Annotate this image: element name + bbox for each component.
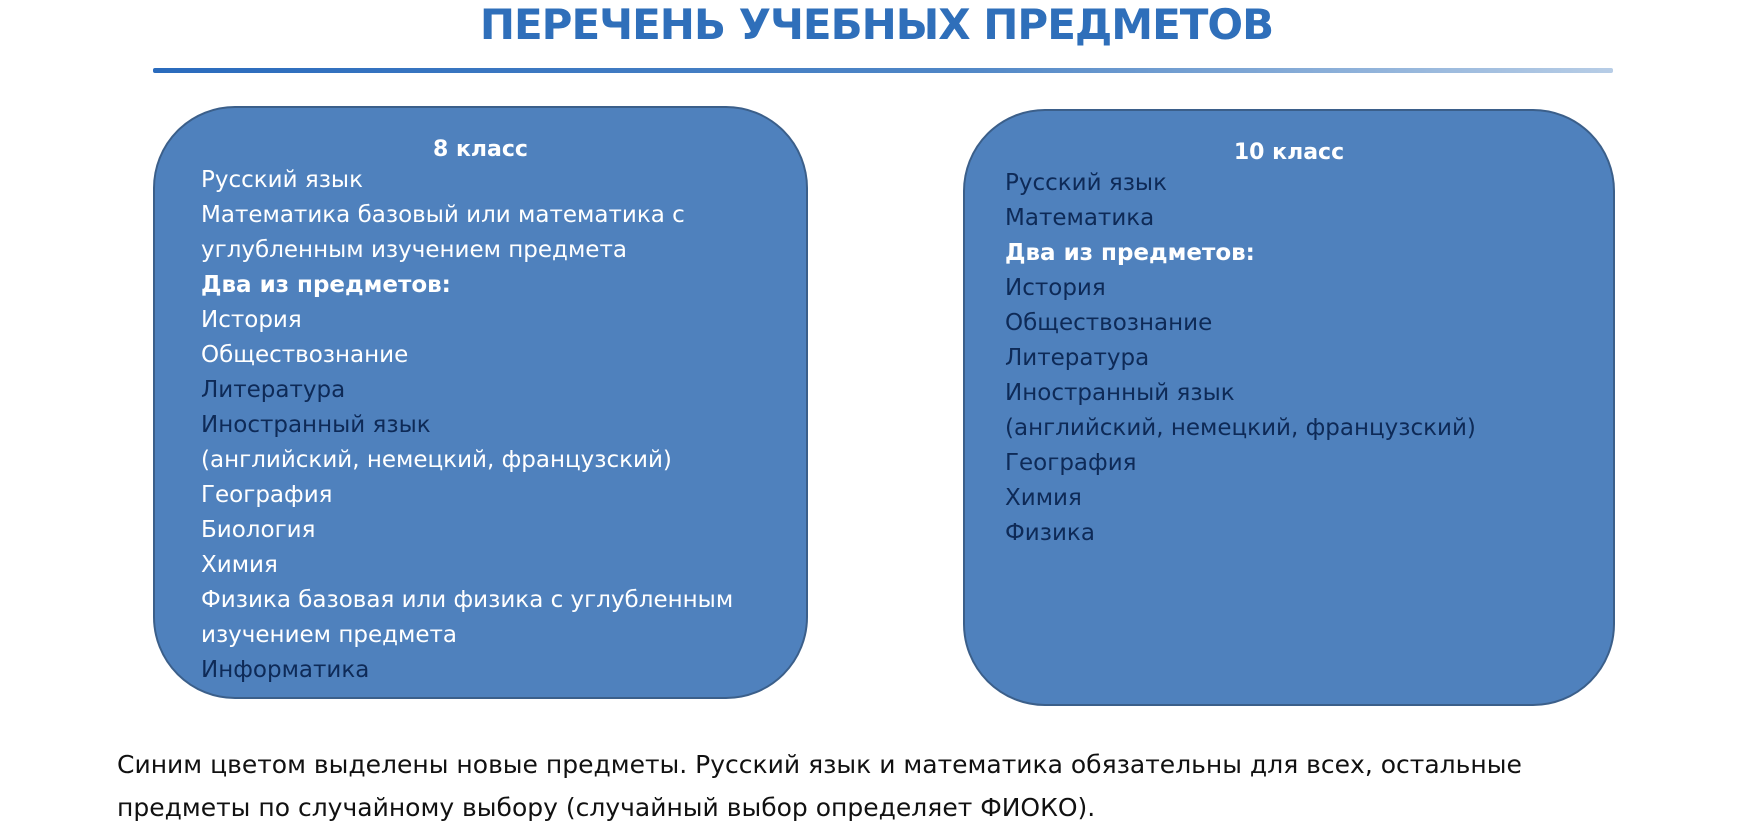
grade-10-card (963, 109, 1615, 706)
subject-item: География (201, 482, 333, 508)
subject-item: изучением предмета (201, 622, 458, 648)
subject-item: Химия (201, 552, 278, 578)
subject-item: История (1005, 275, 1106, 301)
subject-item: Обществознание (1005, 310, 1213, 336)
subject-item: Литература (1005, 345, 1150, 371)
footnote-line-2: предметы по случайному выбору (случайный выбор определяет ФИОКО). (117, 793, 1096, 822)
grade-8-subject-list (201, 163, 791, 688)
subject-item: Математика базовый или математика с (201, 202, 685, 228)
page-title: ПЕРЕЧЕНЬ УЧЕБНЫХ ПРЕДМЕТОВ (479, 0, 1274, 49)
subject-item: Математика (1005, 205, 1155, 231)
subject-item: Иностранный язык (201, 412, 431, 438)
subject-item: География (1005, 450, 1137, 476)
grade-10-subject-list (1005, 166, 1595, 551)
subject-item: Русский язык (1005, 170, 1167, 196)
subject-item: углубленным изучением предмета (201, 237, 627, 263)
subject-item: Два из предметов: (201, 272, 451, 298)
subject-item: Физика (1005, 520, 1095, 546)
subject-item: Химия (1005, 485, 1082, 511)
subject-item: (английский, немецкий, французский) (201, 447, 672, 473)
grade-10-heading: 10 класс (1233, 140, 1345, 165)
subject-item: Обществознание (201, 342, 409, 368)
subject-item: Два из предметов: (1005, 240, 1255, 266)
subject-item: Литература (201, 377, 346, 403)
subject-item: История (201, 307, 302, 333)
subject-item: (английский, немецкий, французский) (1005, 415, 1476, 441)
subject-item: Иностранный язык (1005, 380, 1235, 406)
subject-item: Физика базовая или физика с углубленным (201, 587, 734, 613)
footnote (117, 743, 1717, 829)
subject-item: Информатика (201, 657, 370, 683)
grade-8-heading: 8 класс (433, 137, 528, 162)
title-divider (153, 68, 1613, 73)
subject-item: Русский язык (201, 167, 363, 193)
subject-item: Биология (201, 517, 316, 543)
footnote-line-1: Синим цветом выделены новые предметы. Русский язык и математика обязательны для всех, остальные (117, 750, 1522, 779)
grade-8-card (153, 106, 808, 699)
